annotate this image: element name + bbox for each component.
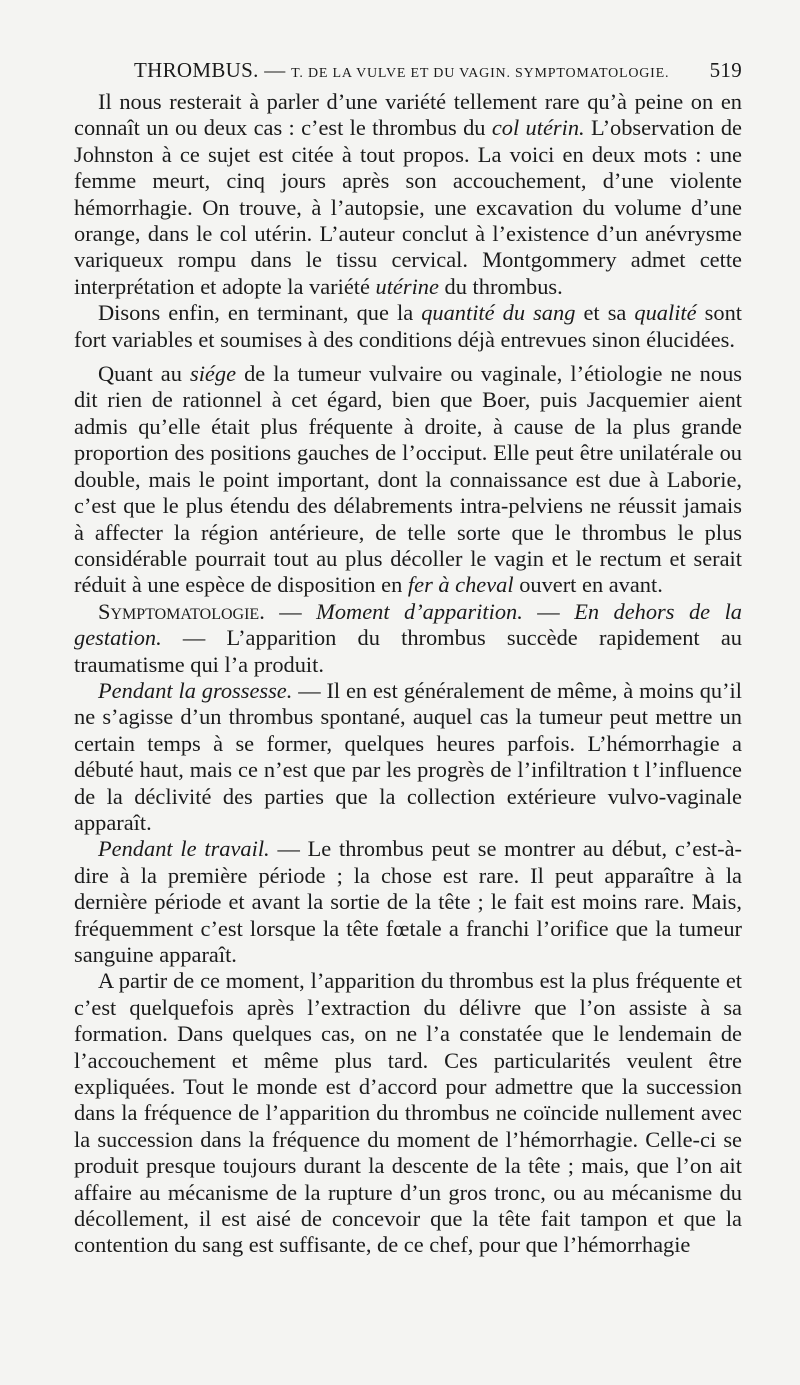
paragraph-col-uterin (74, 89, 742, 300)
text-run: sont fort variables et soumises à des conditions déjà entrevues sinon élucidées. (74, 300, 742, 352)
text-run: Il nous resterait à parler d’une variété tellement rare qu’à peine on en connaît un ou deux cas : c’est le thrombus du (74, 89, 742, 141)
italic-run: col utérin. (491, 115, 585, 141)
text-run: — Le thrombus peut se montrer au début, c’est-à-dire à la première période ; la chose est rare. Il peut apparaître à la dernière période et avant la sortie de la tête ; le fait est moins rare. Mais, fréquemment c’est lorsque la tête fœtale a franchi l’orifice que la tumeur sanguine apparaît. (74, 836, 742, 967)
text-run: Disons enfin, en terminant, que la (98, 300, 422, 326)
paragraph-quantite-du-sang (74, 300, 742, 353)
text-run: Quant au (98, 361, 190, 387)
header-left (134, 58, 669, 83)
italic-run: utérine (375, 273, 439, 299)
page-number: 519 (709, 58, 742, 82)
text-run: L’observation de Johnston à ce sujet est citée à tout propos. La voici en deux mots : une femme meurt, cinq jours après son accouchement, d’une violente hémorrhagie. On trouve, à l’autopsie, une excavation du volume d’une orange, dans le col utérin. L’auteur conclut à l’existence d’un anévrysme variqueux rompu dans le tissu cervical. Montgommery admet cette interprétation et adopte la variété (74, 115, 742, 299)
italic-run: Pendant le travail. (98, 836, 270, 862)
text-run: — (522, 598, 575, 624)
text-run: A partir de ce moment, l’apparition du thrombus est la plus fréquente et c’est quelquefois après l’extraction du délivre que l’on assiste à sa formation. Dans quelques cas, on ne l’a constatée que le lendemain de l’accouchement et même plus tard. Ces particularités veulent être expliquées. Tout le monde est d’accord pour admettre que la succession dans la fréquence de l’apparition du thrombus ne coïncide nullement avec la succession dans la fréquence du moment de l’hémorrhagie. Celle-ci se produit presque toujours durant la descente de la tête ; mais, que l’on ait affaire au mécanisme de la rupture d’un gros tronc, ou au mécanisme du décollement, il est aisé de concevoir que la tête fait tampon et que la contention du sang est suffisante, de ce chef, pour que l’hémorrhagie (74, 968, 742, 1258)
italic-run: Moment d’apparition. (316, 598, 523, 624)
text-run: — L’apparition du thrombus succède rapidement au traumatisme qui l’a produit. (74, 625, 742, 677)
italic-run: En dehors de la gestation. (74, 598, 742, 651)
text-run: du thrombus. (438, 273, 563, 299)
section-heading: Symptomatologie. (98, 598, 265, 624)
paragraph-siege (74, 361, 742, 599)
text-run: et sa (575, 300, 635, 326)
header-title: THROMBUS. (134, 58, 259, 82)
italic-run: fer à cheval (407, 572, 514, 598)
header-subtitle: T. DE LA VULVE ET DU VAGIN. SYMPTOMATOLOGIE. (291, 66, 670, 81)
italic-run: Pendant la grossesse. (98, 677, 293, 703)
text-run: — (264, 598, 317, 624)
header-dash: — (264, 58, 286, 82)
running-header (134, 58, 742, 83)
paragraph-symptomatologie (74, 599, 742, 678)
text-run: — Il en est généralement de même, à moins qu’il ne s’agisse d’un thrombus spontané, auquel cas la tumeur peut mettre un certain temps à se former, quelques heures parfois. L’hémorrhagie a débuté haut, mais ce n’est que par les progrès de l’infiltration t l’influence de la déclivité des parties que la collection extérieure vulvo-vaginale apparaît. (74, 677, 742, 835)
paragraph-grossesse (74, 678, 742, 836)
paragraph-travail (74, 836, 742, 968)
italic-run: siége (190, 361, 237, 387)
italic-run: qualité (634, 300, 697, 326)
italic-run: quantité du sang (421, 300, 576, 326)
text-run: ouvert en avant. (513, 572, 663, 598)
text-run: de la tumeur vulvaire ou vaginale, l’étiologie ne nous dit rien de rationnel à cet égard, bien que Boer, puis Jacquemier aient admis qu’elle était plus fréquente à droite, à cause de la plus grande proportion des positions gauches de l’occiput. Elle peut être unilatérale ou double, mais le point important, dont la connaissance est due à Laborie, c’est que le plus étendu des délabrements intra-pelviens ne réussit jamais à affecter la région antérieure, de telle sorte que le thrombus le plus considérable pourrait tout au plus décoller le vagin et le rectum et serait réduit à une espèce de disposition en (74, 361, 742, 598)
paragraph-apparition (74, 968, 742, 1258)
